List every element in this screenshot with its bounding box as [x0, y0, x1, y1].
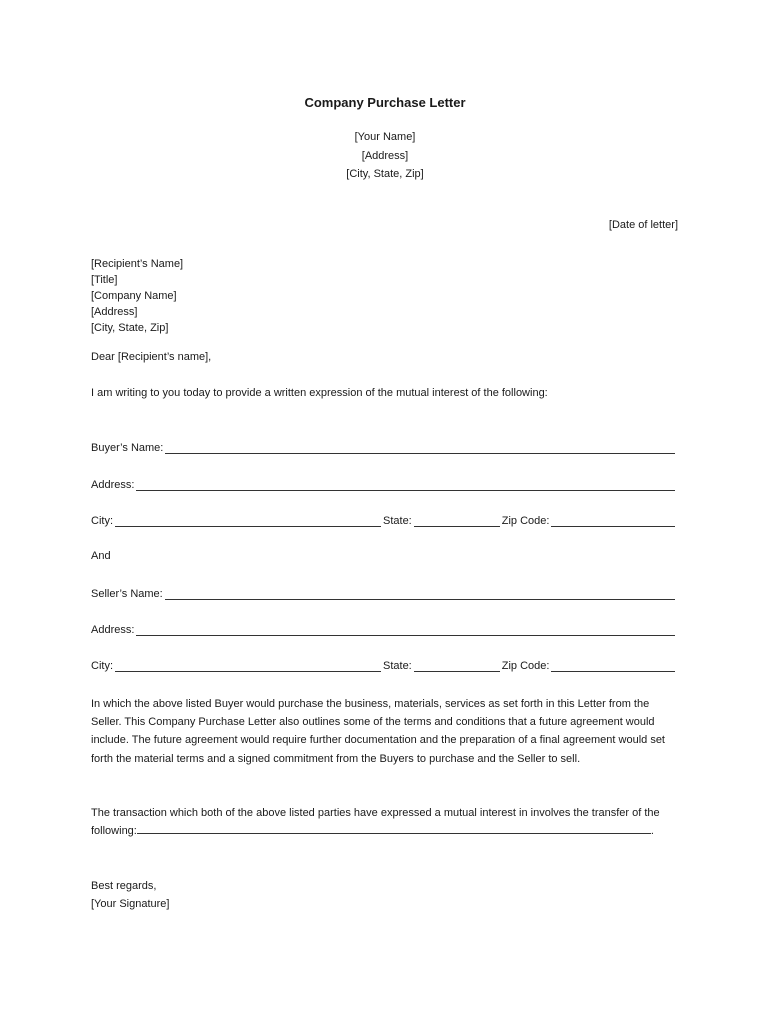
- sender-name: [Your Name]: [354, 131, 416, 143]
- buyer-name-label: Buyer’s Name:: [91, 442, 164, 454]
- buyer-city-field[interactable]: [115, 515, 381, 527]
- transfer-paragraph-text: The transaction which both of the above listed parties have expressed a mutual interest in involves the transfer of the following:: [91, 807, 660, 838]
- seller-city-label: City:: [91, 660, 113, 672]
- document-title: Company Purchase Letter: [304, 95, 466, 110]
- sender-city-state-zip: [City, State, Zip]: [346, 168, 424, 180]
- seller-state-label: State:: [383, 660, 412, 672]
- seller-city-field[interactable]: [115, 660, 381, 672]
- sender-address: [Address]: [361, 149, 409, 162]
- buyer-address-row: [91, 477, 677, 491]
- closing-block: [91, 877, 169, 913]
- seller-name-label: Seller’s Name:: [91, 588, 163, 600]
- buyer-city-label: City:: [91, 515, 113, 527]
- and-label: And: [91, 550, 111, 562]
- seller-address-row: [91, 622, 677, 636]
- seller-address-label: Address:: [91, 624, 135, 636]
- seller-name-field[interactable]: [165, 588, 675, 600]
- recipient-block: [91, 256, 183, 336]
- buyer-address-label: Address:: [91, 479, 135, 491]
- seller-name-row: [91, 586, 677, 600]
- terms-paragraph: In which the above listed Buyer would purchase the business, materials, services as set forth in this Letter from the Seller. This Company Purchase Letter also outlines some of the terms and conditions that a future agreement would include. The future agreement would require further documentation and the preparation of a final agreement would set forth the material terms and a signed commitment from the Buyers to purchase and the Seller to sell.: [91, 698, 665, 765]
- seller-zip-field[interactable]: [551, 660, 675, 672]
- recipient-city-state-zip: [City, State, Zip]: [91, 322, 169, 334]
- signature-placeholder: [Your Signature]: [91, 898, 170, 910]
- salutation: Dear [Recipient’s name],: [91, 351, 212, 363]
- recipient-company: [Company Name]: [91, 290, 177, 302]
- seller-state-field[interactable]: [414, 660, 500, 672]
- seller-zip-label: Zip Code:: [501, 660, 550, 672]
- transfer-paragraph-period: .: [650, 825, 654, 838]
- intro-paragraph: I am writing to you today to provide a written expression of the mutual interest of the following:: [91, 387, 548, 399]
- seller-address-field[interactable]: [136, 624, 675, 636]
- buyer-name-field[interactable]: [165, 442, 675, 454]
- buyer-address-field[interactable]: [136, 479, 675, 491]
- recipient-title: [Title]: [91, 274, 118, 286]
- buyer-zip-field[interactable]: [551, 515, 675, 527]
- transfer-paragraph: [91, 804, 681, 840]
- transfer-items-field[interactable]: [137, 823, 651, 834]
- sender-block: [0, 128, 770, 184]
- recipient-address: [Address]: [91, 306, 138, 318]
- buyer-state-label: State:: [383, 515, 412, 527]
- buyer-city-row: [91, 513, 677, 527]
- letter-date: [Date of letter]: [608, 219, 678, 231]
- buyer-name-row: [91, 440, 677, 454]
- buyer-zip-label: Zip Code:: [501, 515, 550, 527]
- seller-city-row: [91, 658, 677, 672]
- closing-regards: Best regards,: [91, 880, 157, 892]
- buyer-state-field[interactable]: [414, 515, 500, 527]
- recipient-name: [Recipient’s Name]: [91, 258, 184, 270]
